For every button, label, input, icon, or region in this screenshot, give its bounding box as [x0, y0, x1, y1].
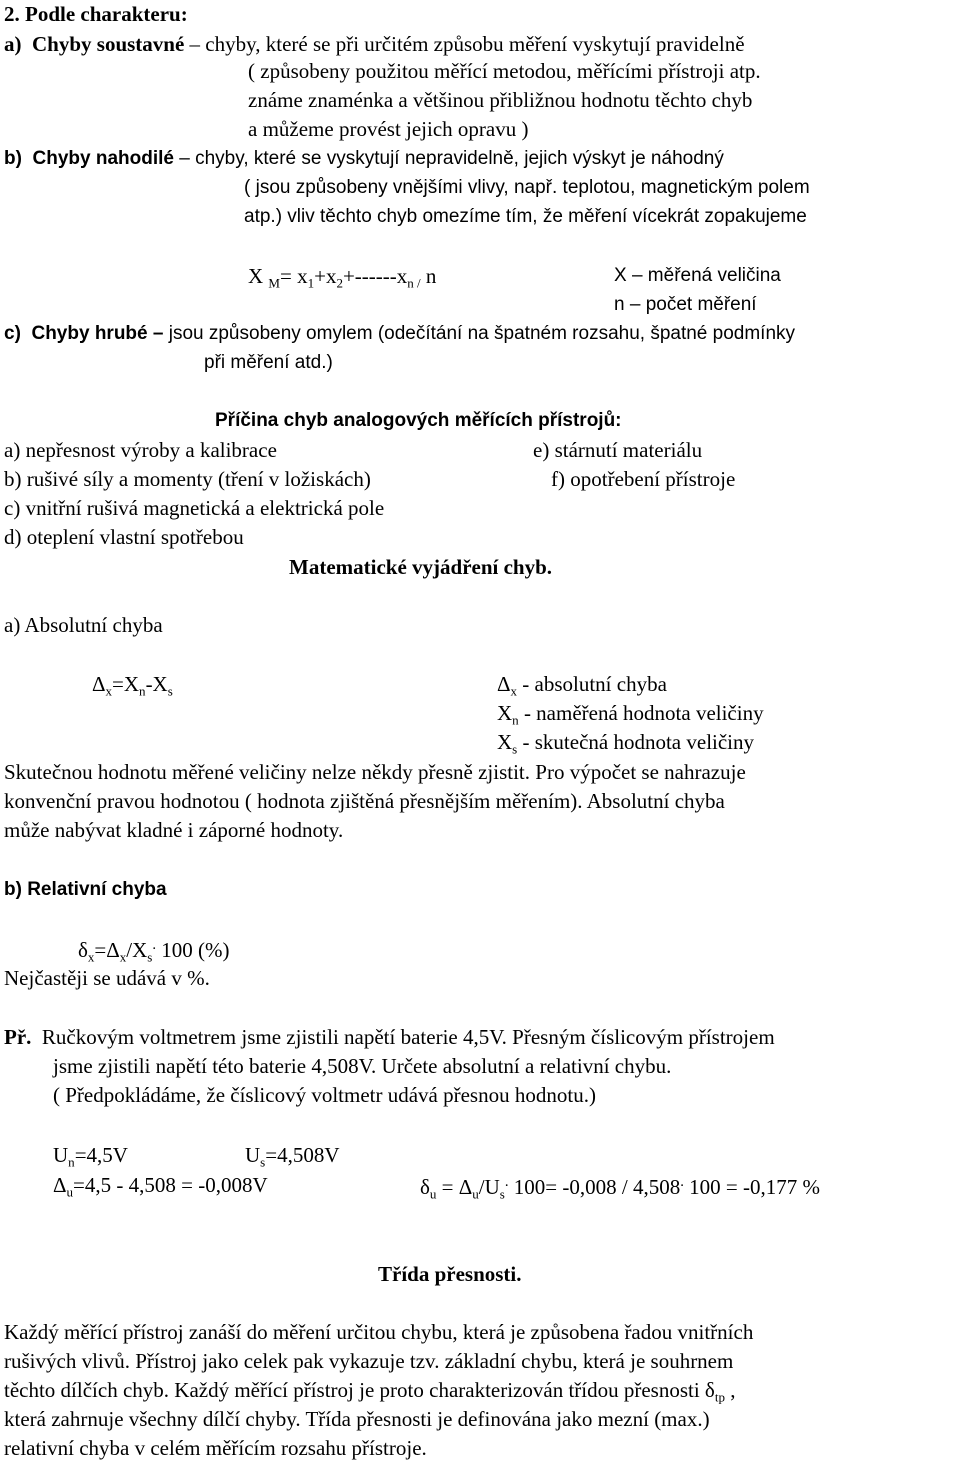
- abs-formula: $\Delta_x=X_n-X_s$: [92, 672, 173, 699]
- abs-legend-xn: $X_n$ - naměřená hodnota veličiny: [497, 701, 764, 728]
- item-a-term: Chyby soustavné: [32, 32, 185, 56]
- abs-paragraph-line1: Skutečnou hodnotu měřené veličiny nelze někdy přesně zjistit. Pro výpočet se nahrazuje: [4, 760, 746, 784]
- accuracy-line4: která zahrnuje všechny dílčí chyby. Třída přesnosti je definována jako mezní (max.): [4, 1407, 710, 1431]
- rel-note: Nejčastěji se udává v %.: [4, 966, 210, 990]
- accuracy-line2: rušivých vlivů. Přístroj jako celek pak vykazuje tzv. základní chybu, která je souhrnem: [4, 1349, 734, 1373]
- item-c-term: Chyby hrubé –: [31, 323, 164, 344]
- item-b-text: – chyby, které se vyskytují nepravidelně, jejich výskyt je náhodný: [179, 148, 724, 169]
- example-line2: jsme zjistili napětí této baterie 4,508V. Určete absolutní a relativní chybu.: [53, 1054, 672, 1078]
- rel-error-result: $\delta_u = \Delta_u/U_s^.$ 100= -0,008 / 4,508. 100 = -0,177 %: [420, 1174, 820, 1202]
- item-b-line2: ( jsou způsobeny vnějšími vlivy, např. teplotou, magnetickým polem: [244, 177, 810, 198]
- cause-d: d) oteplení vlastní spotřebou: [4, 525, 244, 549]
- item-c-line2: při měření atd.): [204, 352, 333, 373]
- cause-a: a) nepřesnost výroby a kalibrace: [4, 438, 277, 462]
- rel-formula: $\delta_x=\Delta_x/X_s^.$ 100 (%): [78, 937, 230, 965]
- cause-e: e) stárnutí materiálu: [533, 438, 703, 462]
- item-a-line4: a můžeme provést jejich opravu ): [248, 117, 529, 141]
- accuracy-line1: Každý měřící přístroj zanáší do měření určitou chybu, která je způsobena řadou vnitřních: [4, 1320, 754, 1344]
- item-c-label: c): [4, 323, 21, 344]
- accuracy-line5: relativní chyba v celém měřícím rozsahu přístroje.: [4, 1436, 427, 1460]
- item-a-line1: [4, 34, 745, 55]
- cause-b: b) rušivé síly a momenty (tření v ložiskách): [4, 467, 371, 491]
- accuracy-title: Třída přesnosti.: [378, 1262, 522, 1286]
- abs-legend-delta: $\Delta_x$ - absolutní chyba: [497, 672, 667, 699]
- abs-legend-xs: $X_s$ - skutečná hodnota veličiny: [497, 730, 755, 757]
- item-b-label: b): [4, 148, 22, 169]
- item-a-line2: ( způsobeny použitou měřící metodou, měřícími přístroji atp.: [248, 59, 761, 83]
- formula-legend-x: X – měřená veličina: [614, 265, 781, 286]
- item-c-text: jsou způsobeny omylem (odečítání na špatném rozsahu, špatné podmínky: [168, 323, 796, 344]
- item-a-label: a): [4, 32, 22, 56]
- item-c-line1: [4, 324, 795, 343]
- item-b-term: Chyby nahodilé: [32, 148, 174, 169]
- cause-c: c) vnitřní rušivá magnetická a elektrická pole: [4, 496, 385, 520]
- item-b-line3: atp.) vliv těchto chyb omezíme tím, že měření vícekrát zopakujeme: [244, 206, 807, 227]
- section-heading: 2. Podle charakteru:: [4, 2, 188, 26]
- abs-heading: a) Absolutní chyba: [4, 613, 163, 637]
- item-a-text: – chyby, které se při určitém způsobu měření vyskytují pravidelně: [189, 32, 745, 56]
- mean-formula: X $_M= x_1+x_2+------x_{n /}$ n: [248, 264, 437, 291]
- abs-error-result: $\Delta_u=4,5 - 4,508 = -0,008V$: [53, 1173, 268, 1200]
- item-a-line3: známe znaménka a většinou přibližnou hodnotu těchto chyb: [248, 88, 753, 112]
- accuracy-line3: těchto dílčích chyb. Každý měřící přístroj je proto charakterizován třídou přesnosti $\delta_{tp}$ ,: [4, 1378, 736, 1405]
- causes-title: Příčina chyb analogových měřících přístrojů:: [215, 410, 622, 431]
- abs-paragraph-line2: konvenční pravou hodnotou ( hodnota zjištěná přesnějším měřením). Absolutní chyba: [4, 789, 725, 813]
- formula-legend-n: n – počet měření: [614, 294, 757, 315]
- un-value: $U_n=4,5V$: [53, 1143, 128, 1170]
- example-line3: ( Předpokládáme, že číslicový voltmetr udává přesnou hodnotu.): [53, 1083, 596, 1107]
- rel-heading: b) Relativní chyba: [4, 879, 167, 900]
- example-label: Př.: [4, 1025, 32, 1049]
- cause-f: f) opotřebení přístroje: [551, 467, 736, 491]
- example-line1: Př. Ručkovým voltmetrem jsme zjistili napětí baterie 4,5V. Přesným číslicovým přístrojem: [4, 1025, 775, 1049]
- item-b-line1: [4, 149, 724, 168]
- abs-paragraph-line3: může nabývat kladné i záporné hodnoty.: [4, 818, 344, 842]
- math-title: Matematické vyjádření chyb.: [289, 555, 553, 579]
- us-value: $U_s=4,508V$: [245, 1143, 340, 1170]
